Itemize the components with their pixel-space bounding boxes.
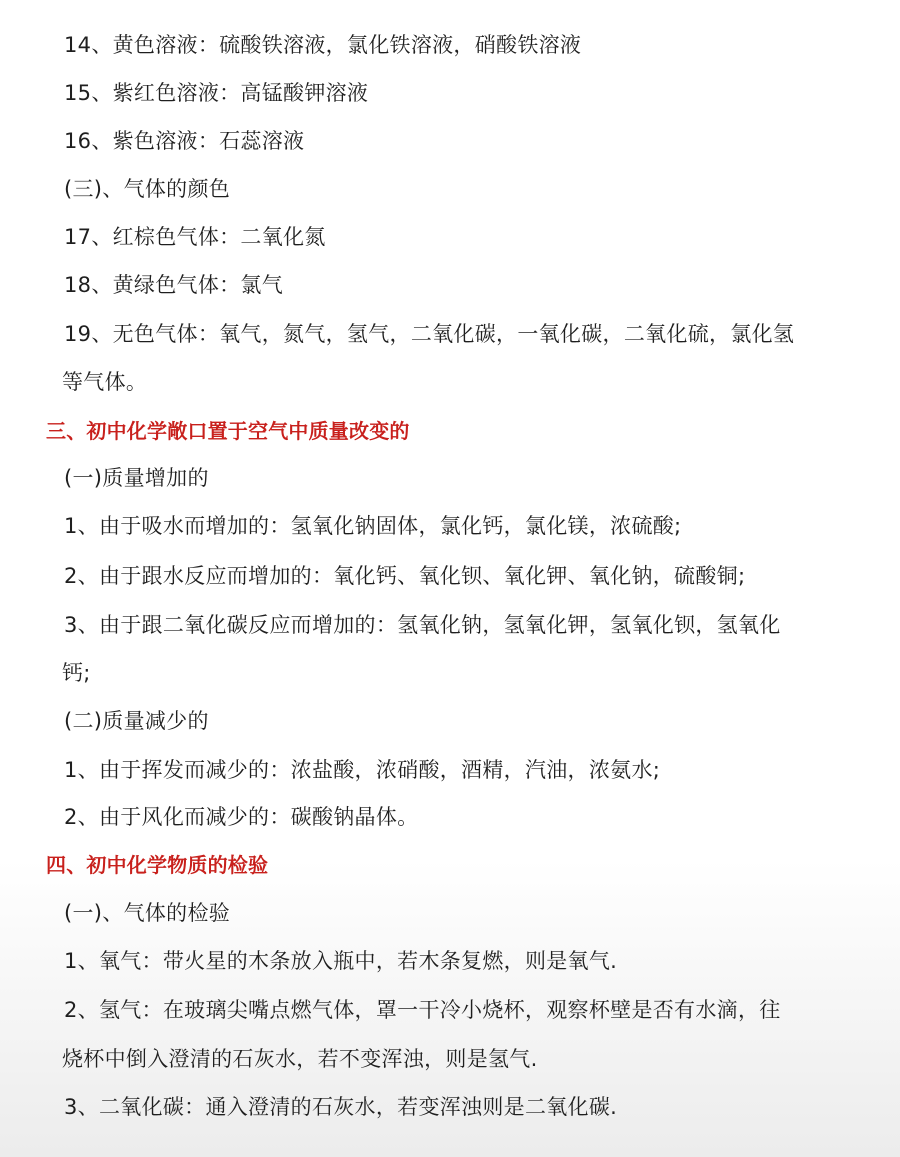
item-19-colorless-gas: 19、无色气体：氧气，氮气，氢气，二氧化碳，一氧化碳，二氧化硫，氯化氢 [64, 322, 795, 346]
item-17-red-brown-gas: 17、红棕色气体：二氧化氮 [64, 225, 326, 249]
subheading-mass-increase: (一)质量增加的 [64, 466, 209, 490]
item-15-purple-red-solution: 15、紫红色溶液：高锰酸钾溶液 [64, 81, 369, 105]
increase-item-2: 2、由于跟水反应而增加的：氧化钙、氧化钡、氧化钾、氧化钠，硫酸铜; [64, 564, 746, 588]
item-14-yellow-solution: 14、黄色溶液：硫酸铁溶液，氯化铁溶液，硝酸铁溶液 [64, 33, 582, 57]
subheading-mass-decrease: (二)质量减少的 [64, 709, 209, 733]
test-item-2-continuation: 烧杯中倒入澄清的石灰水，若不变浑浊，则是氢气. [62, 1047, 538, 1071]
increase-item-3: 3、由于跟二氧化碳反应而增加的：氢氧化钠，氢氧化钾，氢氧化钡，氢氧化 [64, 613, 781, 637]
decrease-item-1: 1、由于挥发而减少的：浓盐酸，浓硝酸，酒精，汽油，浓氨水; [64, 758, 661, 782]
section-heading-four: 四、初中化学物质的检验 [46, 853, 269, 877]
increase-item-1: 1、由于吸水而增加的：氢氧化钠固体，氯化钙，氯化镁，浓硫酸; [64, 514, 682, 538]
item-16-purple-solution: 16、紫色溶液：石蕊溶液 [64, 129, 305, 153]
item-18-yellow-green-gas: 18、黄绿色气体：氯气 [64, 273, 284, 297]
test-item-3-carbon-dioxide: 3、二氧化碳：通入澄清的石灰水，若变浑浊则是二氧化碳. [64, 1095, 618, 1119]
subheading-gas-colors: (三)、气体的颜色 [64, 177, 231, 201]
section-heading-three: 三、初中化学敞口置于空气中质量改变的 [46, 419, 410, 443]
test-item-2-hydrogen: 2、氢气：在玻璃尖嘴点燃气体，罩一干冷小烧杯，观察杯壁是否有水滴，往 [64, 998, 781, 1022]
item-19-continuation: 等气体。 [62, 370, 148, 394]
increase-item-3-continuation: 钙; [62, 661, 91, 685]
subheading-gas-tests: (一)、气体的检验 [64, 901, 231, 925]
decrease-item-2: 2、由于风化而减少的：碳酸钠晶体。 [64, 805, 419, 829]
test-item-1-oxygen: 1、氧气：带火星的木条放入瓶中，若木条复燃，则是氧气. [64, 949, 618, 973]
